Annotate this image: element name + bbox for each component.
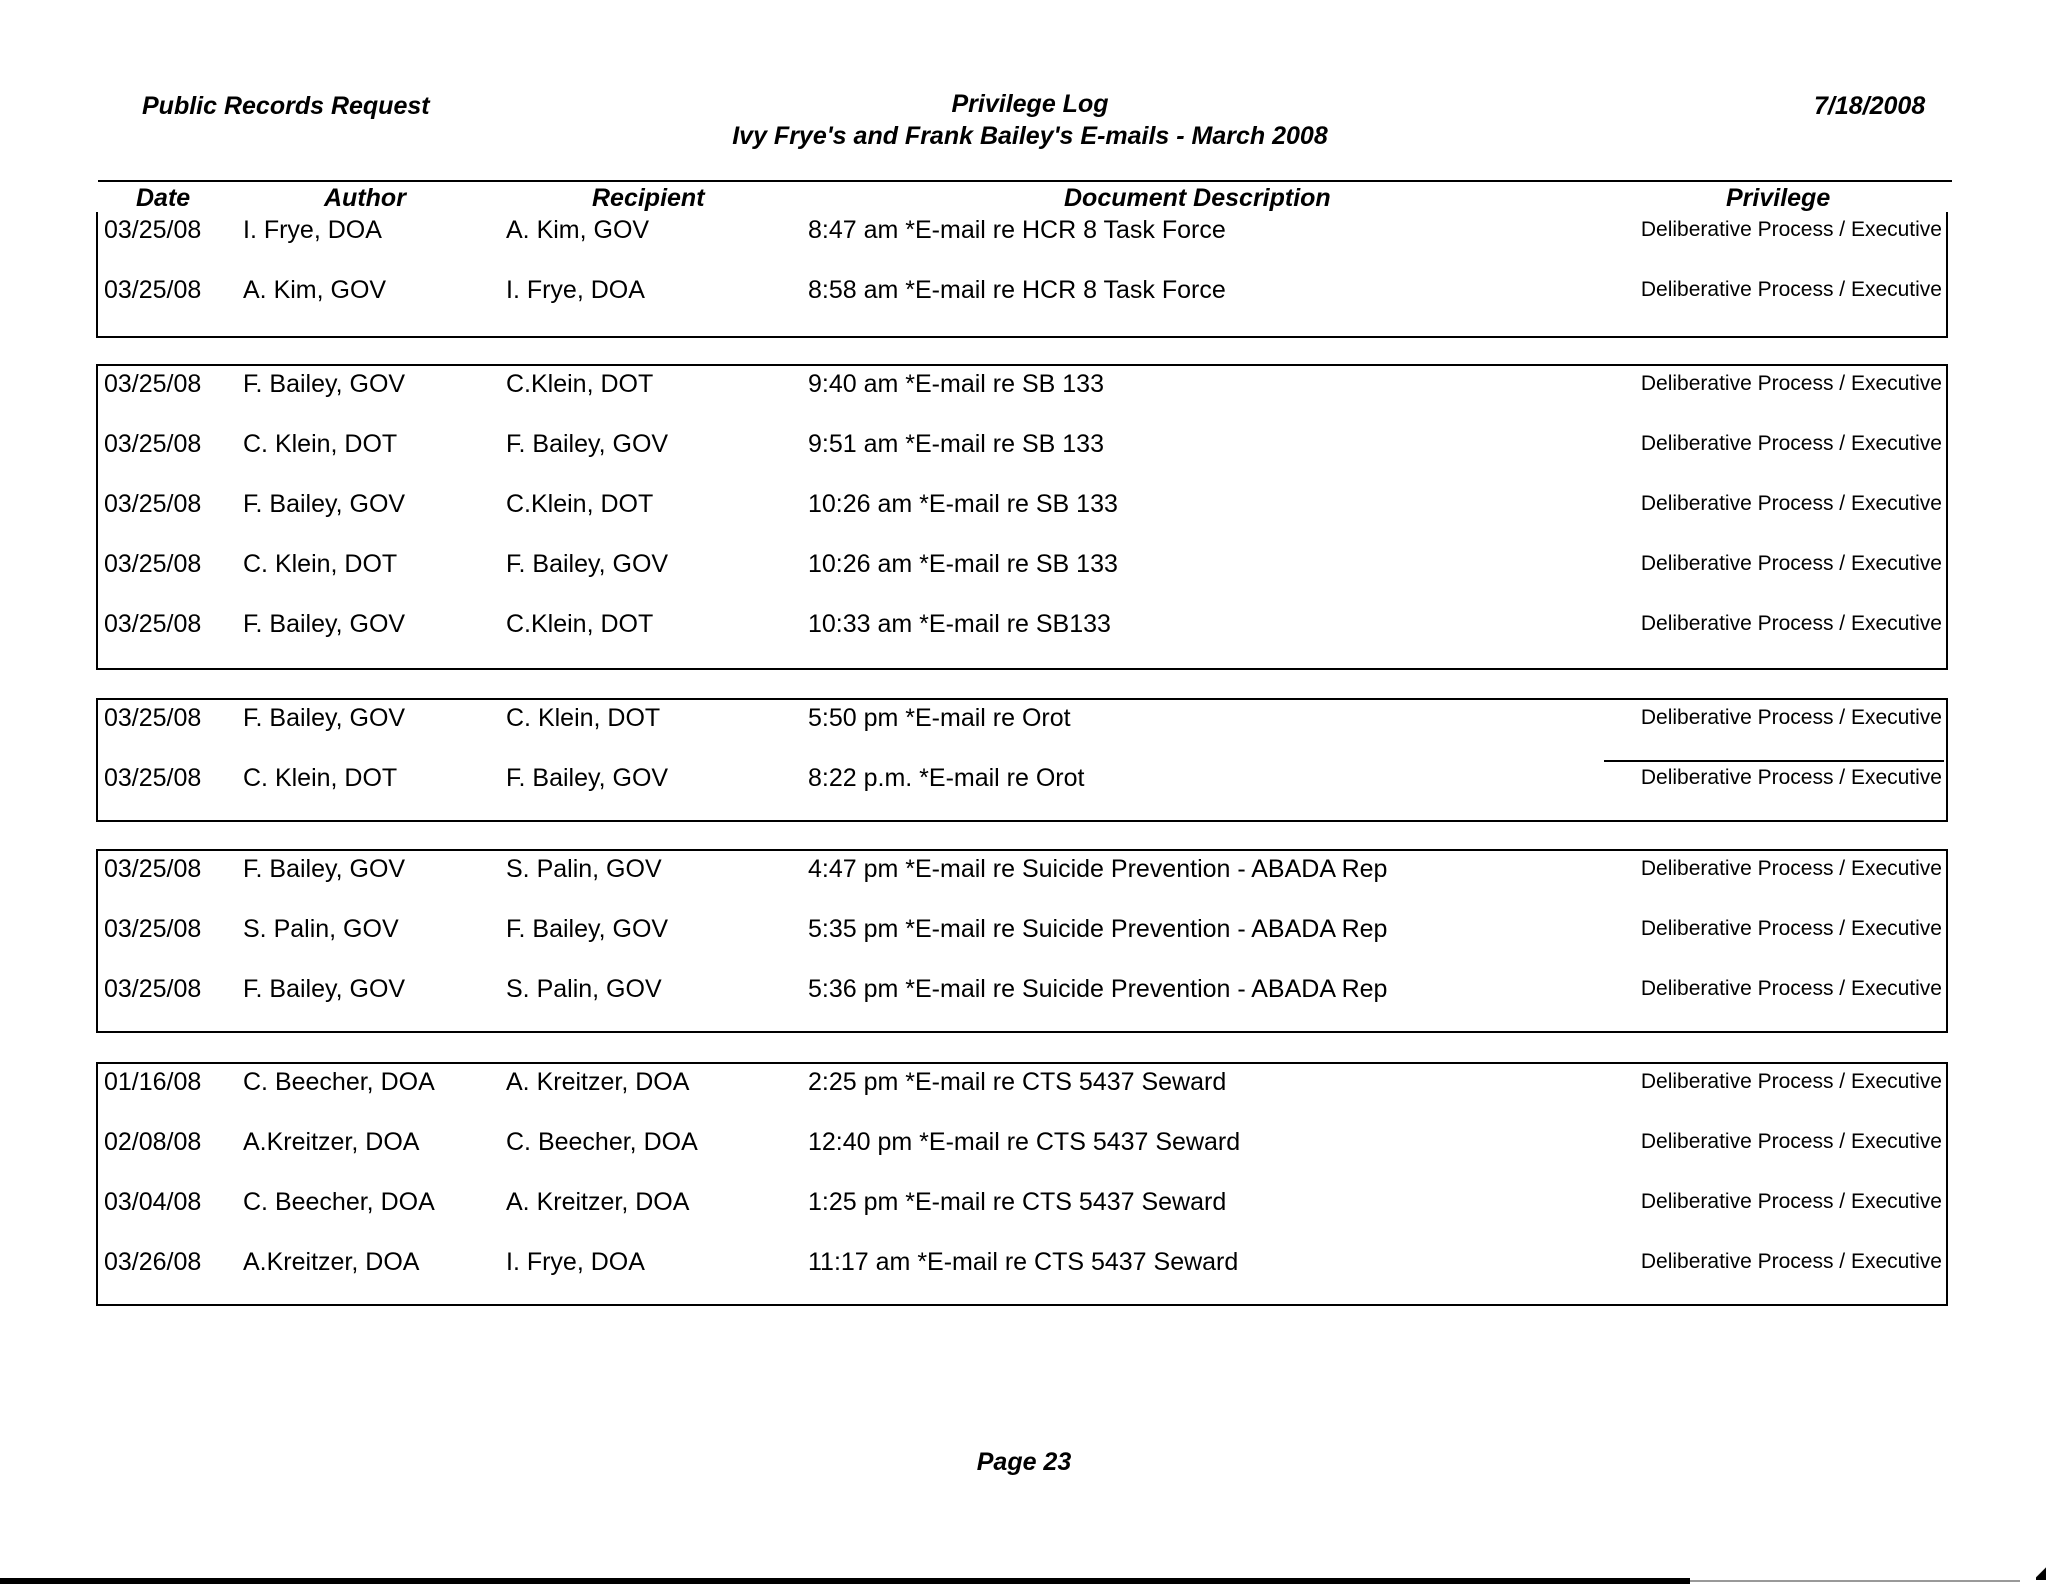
page-number: Page 23 xyxy=(976,1448,1072,1476)
row-author: A.Kreitzer, DOA xyxy=(243,1248,420,1276)
column-header-recipient: Recipient xyxy=(592,184,705,212)
row-date: 03/25/08 xyxy=(104,550,202,578)
row-privilege: Deliberative Process / Executive xyxy=(1640,552,1942,575)
row-description: 11:17 am *E-mail re CTS 5437 Seward xyxy=(808,1248,1239,1276)
row-date: 03/25/08 xyxy=(104,216,202,244)
row-recipient: A. Kim, GOV xyxy=(506,216,650,244)
bottom-rule xyxy=(0,1578,1690,1584)
bottom-rule-faint xyxy=(1690,1580,2020,1582)
row-description: 8:58 am *E-mail re HCR 8 Task Force xyxy=(808,276,1226,304)
row-privilege: Deliberative Process / Executive xyxy=(1640,706,1942,729)
table-row xyxy=(98,430,1946,474)
row-recipient: F. Bailey, GOV xyxy=(506,764,669,792)
table-row xyxy=(98,610,1946,654)
row-author: C. Klein, DOT xyxy=(243,430,398,458)
row-recipient: C.Klein, DOT xyxy=(506,610,654,638)
table-row xyxy=(98,1248,1946,1292)
row-date: 03/04/08 xyxy=(104,1188,202,1216)
table-row xyxy=(98,550,1946,594)
table-row xyxy=(98,490,1946,534)
table-row xyxy=(98,216,1946,260)
row-date: 03/25/08 xyxy=(104,370,202,398)
table-row xyxy=(98,1188,1946,1232)
log-subtitle: Ivy Frye's and Frank Bailey's E-mails - March 2008 xyxy=(732,122,1328,150)
corner-mark xyxy=(2036,1566,2046,1580)
row-date: 03/25/08 xyxy=(104,490,202,518)
request-type: Public Records Request xyxy=(142,92,430,120)
row-privilege: Deliberative Process / Executive xyxy=(1640,432,1942,455)
column-header-privilege: Privilege xyxy=(1726,184,1831,212)
row-description: 10:33 am *E-mail re SB133 xyxy=(808,610,1111,638)
row-privilege: Deliberative Process / Executive xyxy=(1640,1190,1942,1213)
row-description: 1:25 pm *E-mail re CTS 5437 Seward xyxy=(808,1188,1227,1216)
table-row xyxy=(98,915,1946,959)
row-author: F. Bailey, GOV xyxy=(243,855,406,883)
row-privilege: Deliberative Process / Executive xyxy=(1640,766,1942,789)
row-author: F. Bailey, GOV xyxy=(243,490,406,518)
row-description: 8:22 p.m. *E-mail re Orot xyxy=(808,764,1085,792)
row-recipient: S. Palin, GOV xyxy=(506,975,662,1003)
row-date: 03/25/08 xyxy=(104,704,202,732)
row-date: 01/16/08 xyxy=(104,1068,202,1096)
table-row xyxy=(98,1128,1946,1172)
row-privilege: Deliberative Process / Executive xyxy=(1640,1070,1942,1093)
row-date: 03/25/08 xyxy=(104,276,202,304)
row-date: 03/25/08 xyxy=(104,430,202,458)
row-recipient: F. Bailey, GOV xyxy=(506,915,669,943)
entry-group xyxy=(96,364,1948,670)
row-author: A.Kreitzer, DOA xyxy=(243,1128,420,1156)
row-date: 02/08/08 xyxy=(104,1128,202,1156)
row-recipient: A. Kreitzer, DOA xyxy=(506,1188,690,1216)
row-privilege: Deliberative Process / Executive xyxy=(1640,857,1942,880)
row-date: 03/25/08 xyxy=(104,764,202,792)
row-date: 03/25/08 xyxy=(104,915,202,943)
column-header-date: Date xyxy=(136,184,191,212)
row-recipient: C. Beecher, DOA xyxy=(506,1128,698,1156)
row-recipient: S. Palin, GOV xyxy=(506,855,662,883)
row-description: 5:50 pm *E-mail re Orot xyxy=(808,704,1071,732)
row-recipient: I. Frye, DOA xyxy=(506,1248,645,1276)
row-author: F. Bailey, GOV xyxy=(243,975,406,1003)
table-row xyxy=(98,704,1946,748)
row-date: 03/25/08 xyxy=(104,975,202,1003)
row-author: A. Kim, GOV xyxy=(243,276,387,304)
row-description: 10:26 am *E-mail re SB 133 xyxy=(808,550,1118,578)
row-date: 03/25/08 xyxy=(104,610,202,638)
log-date: 7/18/2008 xyxy=(1814,92,1926,120)
row-recipient: C. Klein, DOT xyxy=(506,704,661,732)
row-description: 5:35 pm *E-mail re Suicide Prevention - ABADA Rep xyxy=(808,915,1388,943)
column-header-description: Document Description xyxy=(1064,184,1331,212)
row-description: 4:47 pm *E-mail re Suicide Prevention - ABADA Rep xyxy=(808,855,1388,883)
table-row xyxy=(98,855,1946,899)
row-author: C. Klein, DOT xyxy=(243,550,398,578)
privilege-underline xyxy=(1604,760,1944,762)
row-author: F. Bailey, GOV xyxy=(243,610,406,638)
row-author: S. Palin, GOV xyxy=(243,915,399,943)
row-author: C. Klein, DOT xyxy=(243,764,398,792)
row-recipient: C.Klein, DOT xyxy=(506,370,654,398)
row-recipient: I. Frye, DOA xyxy=(506,276,645,304)
entry-group xyxy=(96,212,1948,338)
header-rule xyxy=(98,180,1952,182)
row-author: C. Beecher, DOA xyxy=(243,1188,435,1216)
row-description: 9:51 am *E-mail re SB 133 xyxy=(808,430,1104,458)
row-description: 8:47 am *E-mail re HCR 8 Task Force xyxy=(808,216,1226,244)
log-title-block xyxy=(600,88,1460,152)
row-privilege: Deliberative Process / Executive xyxy=(1640,917,1942,940)
row-recipient: F. Bailey, GOV xyxy=(506,550,669,578)
row-recipient: C.Klein, DOT xyxy=(506,490,654,518)
row-privilege: Deliberative Process / Executive xyxy=(1640,372,1942,395)
row-recipient: A. Kreitzer, DOA xyxy=(506,1068,690,1096)
row-privilege: Deliberative Process / Executive xyxy=(1640,612,1942,635)
row-privilege: Deliberative Process / Executive xyxy=(1640,218,1942,241)
log-title: Privilege Log xyxy=(951,90,1109,118)
row-date: 03/26/08 xyxy=(104,1248,202,1276)
table-row xyxy=(98,276,1946,320)
entry-group xyxy=(96,698,1948,822)
entry-group xyxy=(96,1062,1948,1306)
row-author: F. Bailey, GOV xyxy=(243,704,406,732)
row-description: 9:40 am *E-mail re SB 133 xyxy=(808,370,1104,398)
row-description: 12:40 pm *E-mail re CTS 5437 Seward xyxy=(808,1128,1241,1156)
row-author: I. Frye, DOA xyxy=(243,216,382,244)
row-description: 10:26 am *E-mail re SB 133 xyxy=(808,490,1118,518)
table-row xyxy=(98,764,1946,808)
row-privilege: Deliberative Process / Executive xyxy=(1640,1130,1942,1153)
entry-group xyxy=(96,849,1948,1033)
row-privilege: Deliberative Process / Executive xyxy=(1640,977,1942,1000)
table-row xyxy=(98,1068,1946,1112)
table-row xyxy=(98,975,1946,1019)
table-row xyxy=(98,370,1946,414)
row-description: 2:25 pm *E-mail re CTS 5437 Seward xyxy=(808,1068,1227,1096)
row-date: 03/25/08 xyxy=(104,855,202,883)
row-author: C. Beecher, DOA xyxy=(243,1068,435,1096)
row-description: 5:36 pm *E-mail re Suicide Prevention - ABADA Rep xyxy=(808,975,1388,1003)
row-privilege: Deliberative Process / Executive xyxy=(1640,1250,1942,1273)
row-privilege: Deliberative Process / Executive xyxy=(1640,278,1942,301)
column-header-author: Author xyxy=(324,184,406,212)
row-recipient: F. Bailey, GOV xyxy=(506,430,669,458)
row-privilege: Deliberative Process / Executive xyxy=(1640,492,1942,515)
row-author: F. Bailey, GOV xyxy=(243,370,406,398)
